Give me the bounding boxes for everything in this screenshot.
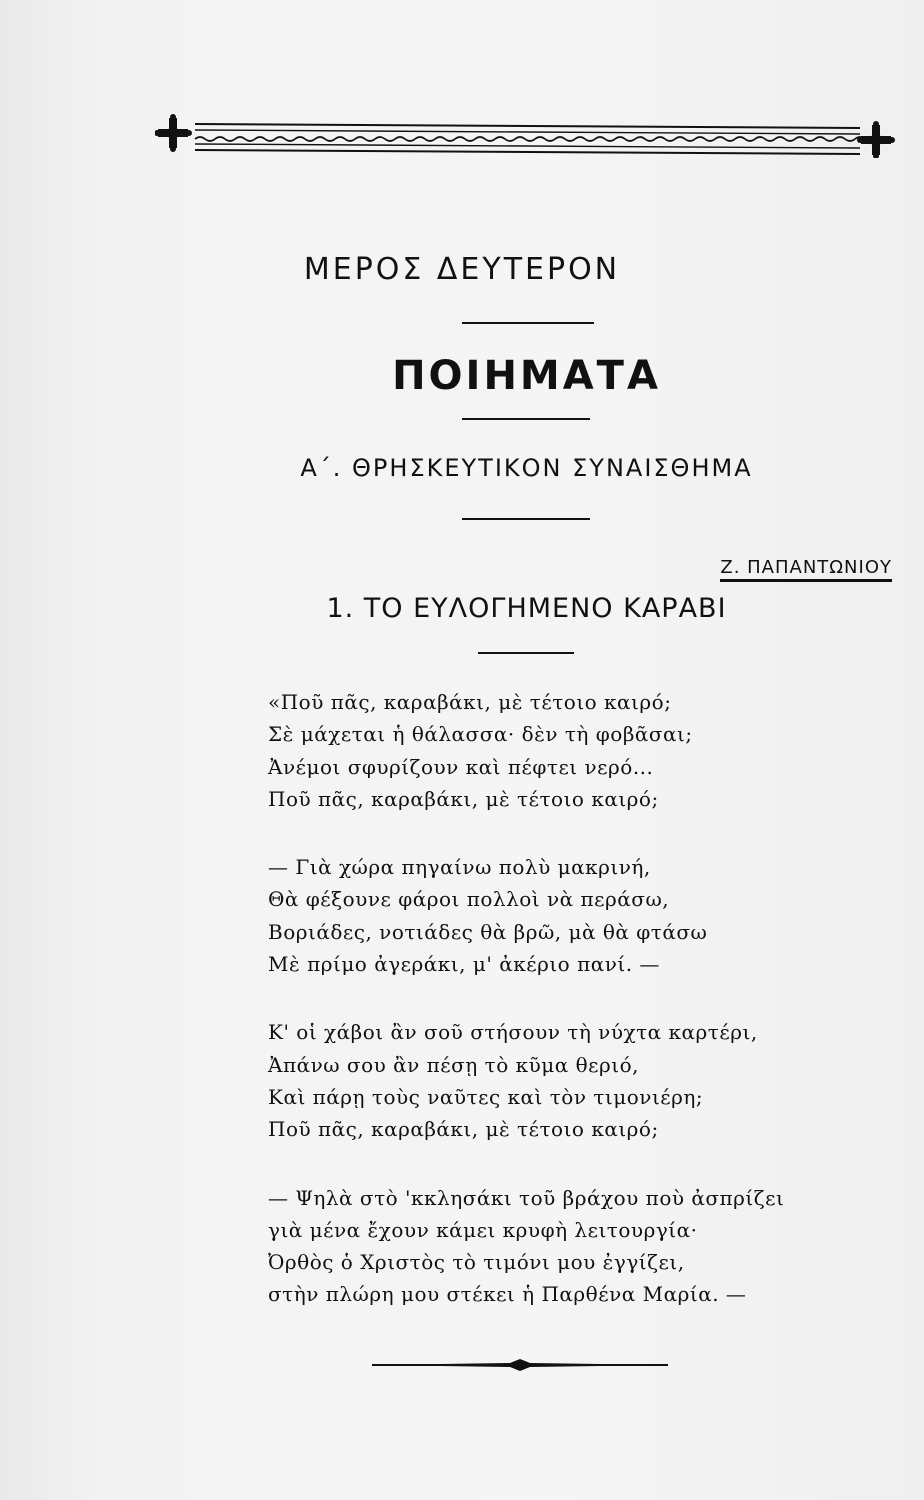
poem-title: 1. ΤΟ ΕΥΛΟΓΗΜΕΝΟ ΚΑΡΑΒΙ: [326, 593, 727, 624]
top-ornament-band: [155, 110, 895, 158]
verse-line: στὴν πλώρη μου στέκει ἡ Παρθένα Μαρία. —: [268, 1282, 747, 1307]
verse-line: Ὀρθὸς ὁ Χριστὸς τὸ τιμόνι μου ἐγγίζει,: [268, 1250, 685, 1275]
verse-line: Ἀνέμοι σφυρίζουν καὶ πέφτει νερό...: [268, 754, 654, 779]
subsection-title: Α΄. ΘΡΗΣΚΕΥΤΙΚΟΝ ΣΥΝΑΙΣΘΗΜΑ: [300, 454, 753, 482]
part-heading: ΜΕΡΟΣ ΔΕΥΤΕΡΟΝ: [303, 252, 621, 287]
divider-rule-1: [462, 322, 594, 324]
verse-line: Μὲ πρίμο ἀγεράκι, μ' ἀκέριο πανί. —: [268, 952, 660, 977]
verse-line: γιὰ μένα ἔχουν κάμει κρυφὴ λειτουργία·: [268, 1217, 698, 1242]
left-cross-ornament: [155, 114, 192, 152]
verse-line: Θὰ φέξουνε φάροι πολλοὶ νὰ περάσω,: [268, 887, 670, 912]
divider-rule-4: [478, 652, 574, 654]
stanza: [268, 686, 878, 815]
verse-line: Κ' οἱ χάβοι ἂν σοῦ στήσουν τὴ νύχτα καρτέρι,: [268, 1020, 758, 1045]
stanza: [268, 1182, 878, 1311]
verse-line: Σὲ μάχεται ἡ θάλασσα· δὲν τὴ φοβᾶσαι;: [268, 722, 693, 747]
verse-line: Ποῦ πᾶς, καραβάκι, μὲ τέτοιο καιρό;: [268, 786, 659, 811]
verse-line: Ἀπάνω σου ἂν πέσῃ τὸ κῦμα θεριό,: [268, 1052, 640, 1077]
right-cross-ornament: [857, 121, 895, 158]
author-name: Ζ. ΠΑΠΑΝΤΩΝΙΟΥ: [720, 557, 892, 582]
verse-line: — Γιὰ χώρα πηγαίνω πολὺ μακρινή,: [268, 855, 651, 880]
stanza: [268, 1016, 878, 1145]
verse-line: Βοριάδες, νοτιάδες θὰ βρῶ, μὰ θὰ φτάσω: [268, 919, 708, 944]
band-lines: [195, 124, 875, 154]
verse-line: Καὶ πάρῃ τοὺς ναῦτες καὶ τὸν τιμονιέρη;: [268, 1084, 704, 1109]
verse-line: «Ποῦ πᾶς, καραβάκι, μὲ τέτοιο καιρό;: [268, 690, 672, 714]
section-title: ΠΟΙΗΜΑΤΑ: [392, 353, 661, 399]
verse-line: Ποῦ πᾶς, καραβάκι, μὲ τέτοιο καιρό;: [268, 1117, 659, 1142]
divider-rule-3: [462, 518, 590, 520]
divider-rule-2: [462, 418, 590, 420]
verse-line: — Ψηλὰ στὸ 'κκλησάκι τοῦ βράχου ποὺ ἀσπρίζει: [268, 1185, 785, 1210]
bottom-ornament-rule: [370, 1355, 670, 1375]
poem-body: [268, 686, 878, 1347]
stanza: [268, 851, 878, 980]
